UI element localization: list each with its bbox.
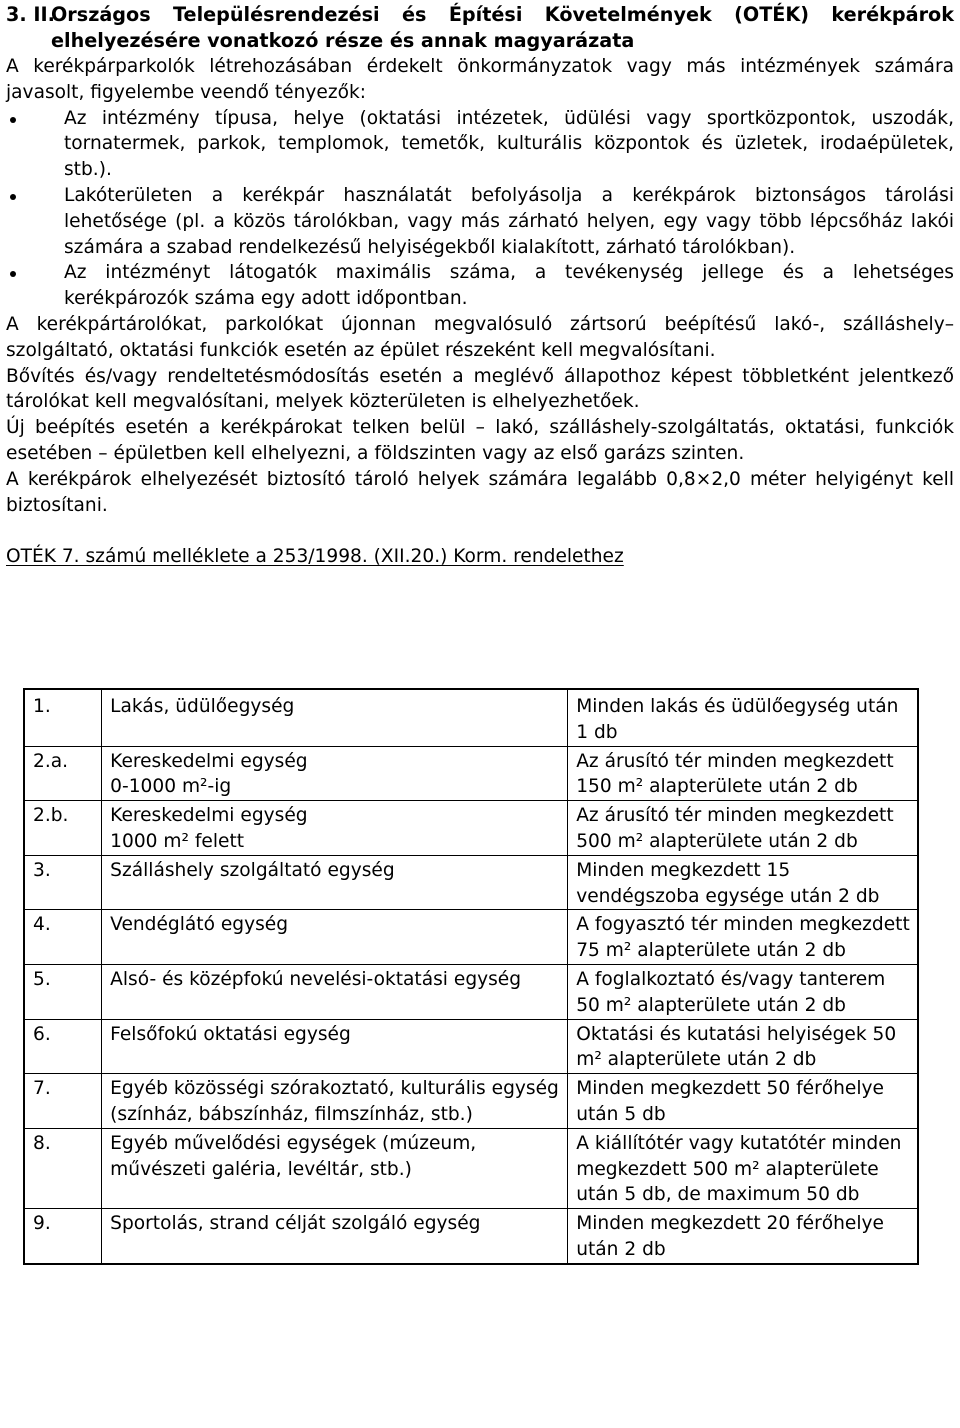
requirement-cell: Oktatási és kutatási helyiségek 50 m² alapterülete után 2 db <box>568 1019 918 1074</box>
table-row <box>24 1209 918 1264</box>
paragraph: Bővítés és/vagy rendeltetésmódosítás esetén a meglévő állapothoz képest többletként jelentkező tárolókat kell megvalósítani, melyek közterületen is elhelyezhetőek. <box>6 365 954 413</box>
paragraph: A kerékpárok elhelyezését biztosító tároló helyek számára legalább 0,8×2,0 méter helyigényt kell biztosítani. <box>6 468 954 516</box>
row-number: 6. <box>24 1019 102 1074</box>
requirement-cell: Az árusító tér minden megkezdett 150 m² alapterülete után 2 db <box>568 746 918 801</box>
unit-cell: Vendéglátó egység <box>102 910 568 965</box>
unit-cell: Egyéb művelődési egységek (múzeum, művészeti galéria, levéltár, stb.) <box>102 1128 568 1208</box>
table-row <box>24 855 918 910</box>
unit-cell: Kereskedelmi egység 1000 m² felett <box>102 801 568 856</box>
unit-cell: Felsőfokú oktatási egység <box>102 1019 568 1074</box>
bullet-icon <box>10 117 16 123</box>
row-number: 8. <box>24 1128 102 1208</box>
unit-cell: Sportolás, strand célját szolgáló egység <box>102 1209 568 1264</box>
paragraph: A kerékpártárolókat, parkolókat újonnan megvalósuló zártsorú beépítésű lakó-, szálláshely–szolgáltató, oktatási funkciók esetén az épület részeként kell megvalósítani. <box>6 313 954 361</box>
unit-cell: Lakás, üdülőegység <box>102 689 568 746</box>
list-item <box>6 106 954 183</box>
row-number: 2.b. <box>24 801 102 856</box>
requirement-cell: A foglalkoztató és/vagy tanterem 50 m² alapterülete után 2 db <box>568 964 918 1019</box>
requirement-cell: Minden megkezdett 20 férőhelye után 2 db <box>568 1209 918 1264</box>
table-row <box>24 964 918 1019</box>
row-number: 2.a. <box>24 746 102 801</box>
table-row <box>24 1019 918 1074</box>
factor-list <box>6 106 954 312</box>
list-item <box>6 183 954 260</box>
table-row <box>24 1128 918 1208</box>
requirement-cell: Minden megkezdett 15 vendégszoba egysége után 2 db <box>568 855 918 910</box>
table-row <box>24 910 918 965</box>
parking-requirements-table <box>23 688 919 1265</box>
unit-cell: Alsó- és középfokú nevelési-oktatási egység <box>102 964 568 1019</box>
bullet-icon <box>10 194 16 200</box>
paragraph: Új beépítés esetén a kerékpárokat telken belül – lakó, szálláshely-szolgáltatás, oktatási, funkciók esetében – épületben kell elhelyezni, a földszinten vagy az első garázs szinten. <box>6 417 954 464</box>
requirement-cell: Minden lakás és üdülőegység után 1 db <box>568 689 918 746</box>
list-item-text: Az intézmény típusa, helye (oktatási intézetek, üdülési vagy sportközpontok, uszodák, tornatermek, parkok, templomok, temetők, kulturális központok és üzletek, irodaépületek, stb.). <box>64 107 954 181</box>
list-item-text: Az intézményt látogatók maximális száma, a tevékenység jellege és a lehetséges kerékpározók száma egy adott időpontban. <box>64 262 954 310</box>
unit-cell: Kereskedelmi egység 0-1000 m²-ig <box>102 746 568 801</box>
row-number: 7. <box>24 1074 102 1129</box>
list-item-text: Lakóterületen a kerékpár használatát befolyásolja a kerékpárok biztonságos tárolási lehetősége (pl. a közös tárolókban, vagy más zárható helyen, egy vagy több lépcsőház lakói számára a szabad rendelkezésű helyiségekből kialakított, zárható tárolókban). <box>64 184 954 258</box>
document-page <box>6 2 954 570</box>
requirement-cell: A kiállítótér vagy kutatótér minden megkezdett 500 m² alapterülete után 5 db, de maximum 50 db <box>568 1128 918 1208</box>
intro-paragraph: A kerékpárparkolók létrehozásában érdekelt önkormányzatok vagy más intézmények számára javasolt, figyelembe veendő tényezők: <box>6 56 954 103</box>
row-number: 5. <box>24 964 102 1019</box>
table-row <box>24 801 918 856</box>
table-row <box>24 689 918 746</box>
bullet-icon <box>10 271 16 277</box>
row-number: 3. <box>24 855 102 910</box>
requirement-cell: A fogyasztó tér minden megkezdett 75 m² alapterülete után 2 db <box>568 910 918 965</box>
table-row <box>24 1074 918 1129</box>
section-heading <box>6 2 954 54</box>
section-number: 3. II. <box>6 3 55 26</box>
unit-cell: Szálláshely szolgáltató egység <box>102 855 568 910</box>
table-row <box>24 746 918 801</box>
table-title <box>6 544 954 570</box>
row-number: 4. <box>24 910 102 965</box>
table-body <box>24 689 918 1264</box>
row-number: 1. <box>24 689 102 746</box>
requirement-cell: Az árusító tér minden megkezdett 500 m² alapterülete után 2 db <box>568 801 918 856</box>
section-title: Országos Településrendezési és Építési Követelmények (OTÉK) kerékpárok elhelyezésére vonatkozó része és annak magyarázata <box>51 3 954 52</box>
requirement-cell: Minden megkezdett 50 férőhelye után 5 db <box>568 1074 918 1129</box>
list-item <box>6 260 954 312</box>
table-title-text: OTÉK 7. számú melléklete a 253/1998. (XII.20.) Korm. rendelethez <box>6 546 624 568</box>
row-number: 9. <box>24 1209 102 1264</box>
unit-cell: Egyéb közösségi szórakoztató, kulturális egység (színház, bábszínház, filmszínház, stb.) <box>102 1074 568 1129</box>
